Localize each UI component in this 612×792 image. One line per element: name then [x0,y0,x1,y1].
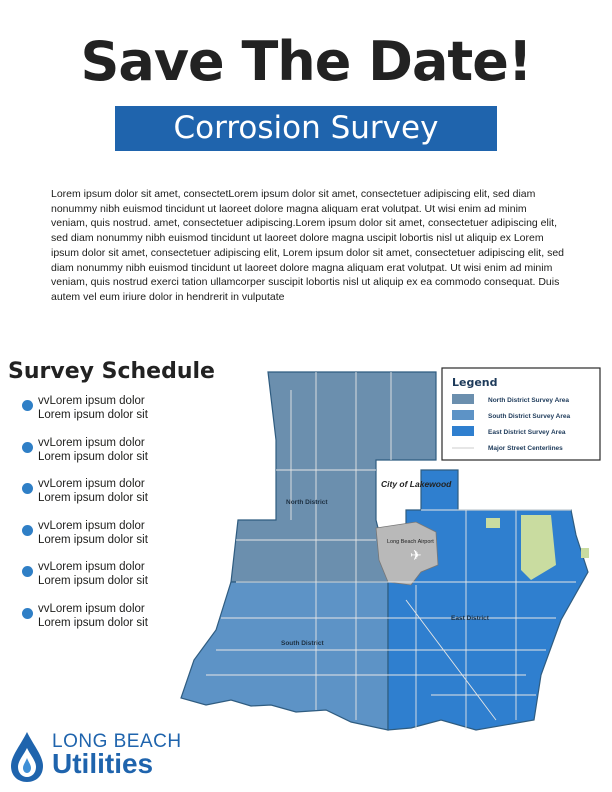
page-title: Save The Date! [80,30,532,93]
bullet-dot-icon [22,525,33,536]
legend-label-north: North District Survey Area [488,397,570,404]
schedule-item [18,394,148,436]
bullet-dot-icon [22,442,33,453]
legend-label-east: East District Survey Area [488,429,566,436]
schedule-item-line1: vvLorem ipsum dolor [38,478,145,490]
park-area [486,518,500,528]
schedule-title: Survey Schedule [8,359,215,384]
intro-paragraph: Lorem ipsum dolor sit amet, consectetLorem ipsum dolor sit amet, consectetuer adipiscing elit, sed diam nonummy nibh euismod tincidunt ut laoreet dolore magna aliquam erat volutpat. Ut wisi enim ad minim veniam, quis nostrud. amet, consectetuer adipiscing.Lorem ipsum dolor sit amet, consectetuer adipiscing elit, sed diam nonummy nibh euismod tincidunt ut laoreet dolore magna uscipit lobortis nisl ut aliquip ex Lorem ipsum dolor sit amet, consectetuer adipiscing elit, Lorem ipsum dolor sit amet, consectetuer adipiscing elit, sed diam nonummy nibh euismod tincidunt ut laoreet dolore magna aliquam erat volutpat. Ut wisi enim ad minim veniam, quis nostrud exerci tation ullamcorper suscipit lobortis nisl ut aliquip ex ea commodo consequat. Duis autem vel eum iriure dolor in hendrerit in vulputate [51,188,564,303]
district-map [176,360,608,784]
schedule-item-line2: Lorem ipsum dolor sit [38,450,148,463]
south-district-label: South District [281,640,324,647]
legend-swatch-east [452,426,474,436]
airplane-icon: ✈ [410,548,422,564]
legend-swatch-north [452,394,474,404]
bullet-dot-icon [22,566,33,577]
south-district-area [181,582,388,730]
legend-label-south: South District Survey Area [488,413,571,420]
schedule-list [18,394,148,643]
survey-banner: Corrosion Survey [115,106,497,151]
schedule-item-line1: vvLorem ipsum dolor [38,519,145,532]
bullet-dot-icon [22,608,33,619]
schedule-item-line1: vvLorem ipsum dolor [38,561,145,573]
schedule-item [18,519,148,561]
schedule-item-line1: vvLorem ipsum dolor [38,436,145,449]
schedule-item-line2: Lorem ipsum dolor sit [38,616,148,629]
schedule-item-line2: Lorem ipsum dolor sit [38,409,148,421]
airport-label: Long Beach Airport [387,539,434,545]
logo-text-long-beach: LONG BEACH [52,731,182,752]
water-drop-icon [6,730,48,784]
schedule-item [18,560,148,602]
long-beach-utilities-logo [6,728,182,786]
bullet-dot-icon [22,400,33,411]
legend-label-street: Major Street Centerlines [488,445,563,452]
legend-title: Legend [452,376,498,389]
city-label: City of Lakewood [381,479,452,489]
schedule-item-line1: vvLorem ipsum dolor [38,395,145,407]
east-district-label: East District [451,615,489,622]
schedule-item [18,477,148,519]
logo-text-utilities: Utilities [52,748,154,779]
bullet-dot-icon [22,483,33,494]
schedule-item-line2: Lorem ipsum dolor sit [38,492,148,504]
schedule-item-line2: Lorem ipsum dolor sit [38,533,148,546]
schedule-item-line2: Lorem ipsum dolor sit [38,575,148,587]
legend-swatch-south [452,410,474,420]
schedule-item [18,602,148,644]
east-district-area [388,470,588,730]
map-legend [442,368,600,460]
north-district-label: North District [286,499,328,506]
schedule-item [18,436,148,478]
schedule-item-line1: vvLorem ipsum dolor [38,602,145,615]
park-area [581,548,589,558]
